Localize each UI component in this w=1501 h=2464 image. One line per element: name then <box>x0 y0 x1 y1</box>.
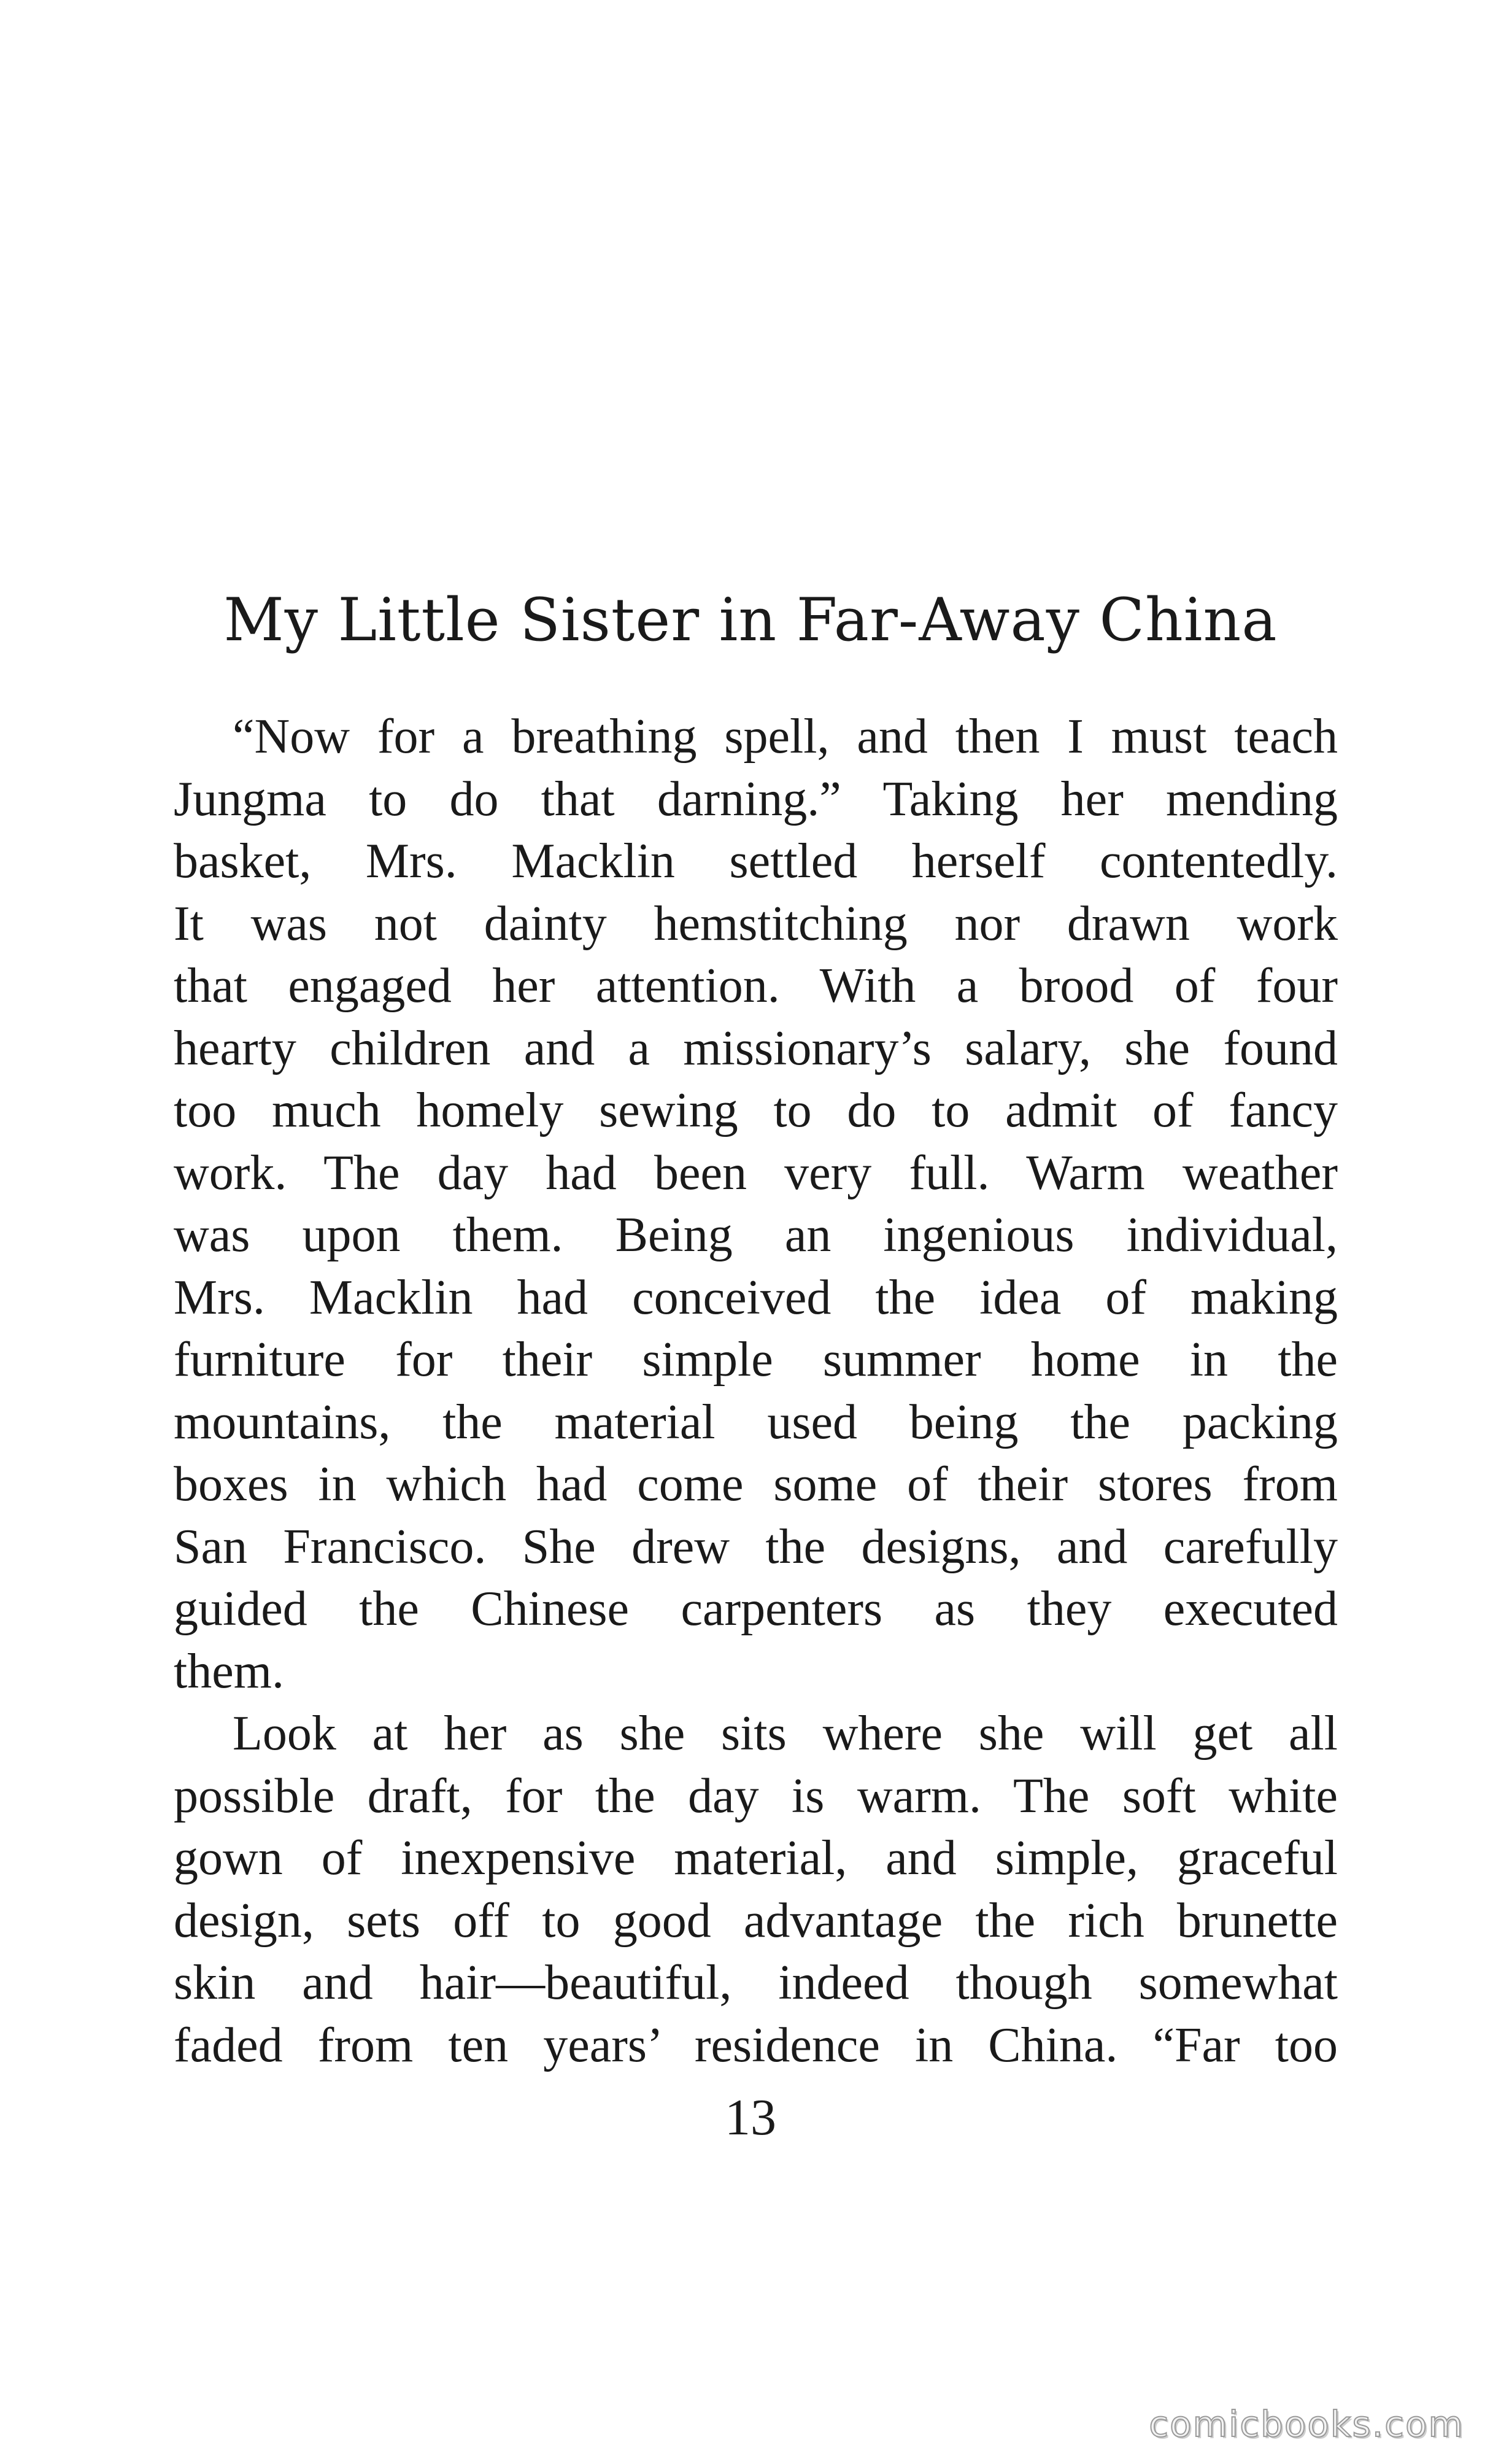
text-line: was upon them. Being an ingenious individual, <box>174 1208 1338 1262</box>
text-line: Mrs. Macklin had conceived the idea of making <box>174 1270 1338 1325</box>
text-line: them. <box>174 1644 284 1699</box>
text-line: basket, Mrs. Macklin settled herself contentedly. <box>174 834 1338 888</box>
text-line: San Francisco. She drew the designs, and carefully <box>174 1519 1338 1574</box>
text-line: skin and hair—beautiful, indeed though somewhat <box>174 1956 1338 2010</box>
text-line: design, sets off to good advantage the rich brunette <box>174 1893 1338 1948</box>
text-line: mountains, the material used being the packing <box>174 1395 1338 1449</box>
text-line: that engaged her attention. With a brood of four <box>174 959 1338 1013</box>
watermark: comicbooks.com <box>1149 2403 1464 2445</box>
page-number: 13 <box>725 2089 776 2146</box>
text-line: Jungma to do that darning.” Taking her mending <box>174 772 1338 826</box>
text-line: furniture for their simple summer home in the <box>174 1333 1338 1387</box>
text-line: too much homely sewing to do to admit of fancy <box>174 1083 1338 1137</box>
text-line: It was not dainty hemstitching nor drawn work <box>174 896 1338 951</box>
text-line: Look at her as she sits where she will get all <box>233 1707 1338 1761</box>
body-text <box>174 706 1338 2077</box>
text-line: “Now for a breathing spell, and then I must teach <box>233 710 1338 764</box>
text-line: hearty children and a missionary’s salary, she found <box>174 1021 1338 1075</box>
text-line: gown of inexpensive material, and simple, graceful <box>174 1831 1338 1885</box>
text-line: work. The day had been very full. Warm weather <box>174 1145 1338 1200</box>
chapter-title: My Little Sister in Far-Away China <box>223 586 1278 654</box>
text-line: possible draft, for the day is warm. The soft white <box>174 1769 1338 1823</box>
text-line: boxes in which had come some of their stores from <box>174 1457 1338 1511</box>
text-line: faded from ten years’ residence in China. “Far too <box>174 2018 1338 2072</box>
text-line: guided the Chinese carpenters as they executed <box>174 1582 1338 1636</box>
